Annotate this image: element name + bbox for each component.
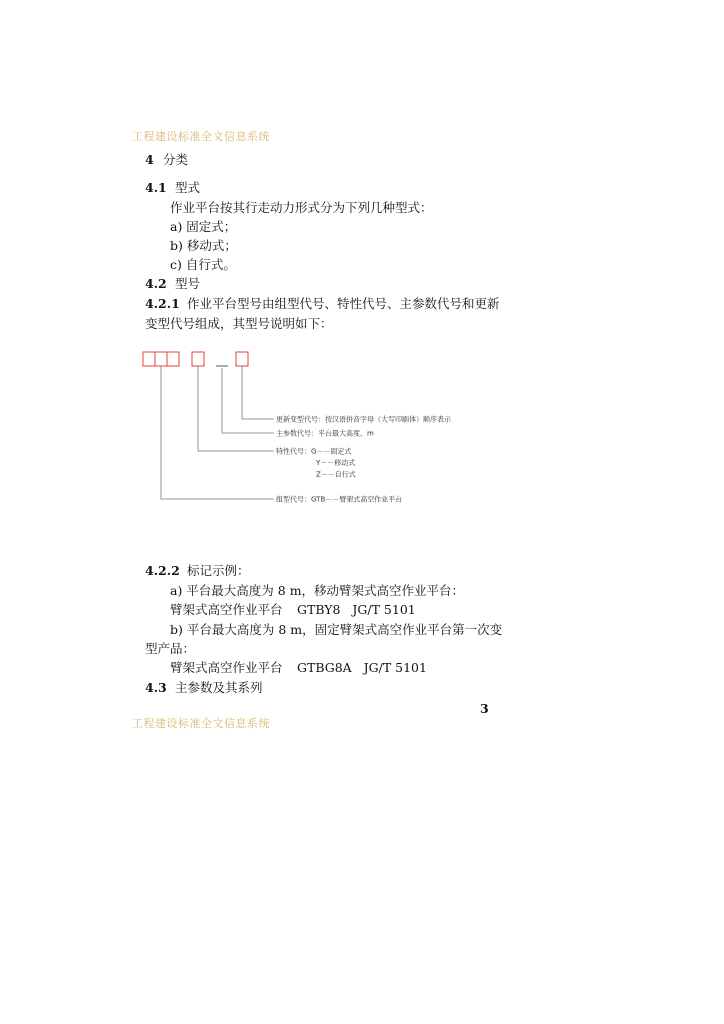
example-a: a) 平台最大高度为 8 m，移动臂架式高空作业平台： xyxy=(170,583,465,598)
revision-code-box xyxy=(236,352,248,366)
section-4-2-number: 4.2 xyxy=(145,276,167,291)
watermark-top: 工程建设标准全文信息系统 xyxy=(132,130,270,143)
example-b-mark-label: 臂架式高空作业平台 xyxy=(170,660,283,675)
section-4-3-number: 4.3 xyxy=(145,680,167,695)
group-code-box-2 xyxy=(155,352,167,366)
feature-code-z: Z－－自行式 xyxy=(316,470,356,479)
type-item-c: c) 自行式。 xyxy=(170,257,236,272)
section-4-2-1-number: 4.2.1 xyxy=(145,296,180,311)
type-item-a: a) 固定式； xyxy=(170,219,237,234)
section-4-2-2-title: 标记示例： xyxy=(187,563,250,578)
main-param-annotation: 主参数代号：平台最大高度，m xyxy=(276,429,374,438)
group-code-box-1 xyxy=(143,352,155,366)
example-a-mark-label: 臂架式高空作业平台 xyxy=(170,602,283,617)
feature-code-y: Y－－移动式 xyxy=(316,459,356,467)
section-4-number: 4 xyxy=(145,152,154,167)
section-4-title: 分类 xyxy=(163,152,189,167)
example-b-line1: b) 平台最大高度为 8 m，固定臂架式高空作业平台第一次变 xyxy=(170,622,503,637)
group-code-annotation: 组型代号：GTB－－臂架式高空作业平台 xyxy=(276,495,403,504)
feature-code-box xyxy=(192,352,204,366)
example-a-mark-code: GTBY8 JG/T 5101 xyxy=(297,602,416,617)
watermark-bottom: 工程建设标准全文信息系统 xyxy=(132,717,270,730)
example-b-line2: 型产品： xyxy=(145,641,196,656)
section-4-2-1-line2: 变型代号组成，其型号说明如下： xyxy=(145,316,333,331)
group-code-box-3 xyxy=(167,352,179,366)
type-item-b: b) 移动式； xyxy=(170,238,237,253)
section-4-2-1-line1: 作业平台型号由组型代号、特性代号、主参数代号和更新 xyxy=(187,296,500,311)
revision-code-annotation: 更新变型代号：按汉语拼音字母（大写印刷体）顺序表示 xyxy=(276,415,451,424)
page-number: 3 xyxy=(480,701,489,716)
section-4-1-number: 4.1 xyxy=(145,180,167,195)
section-4-2-2-number: 4.2.2 xyxy=(145,563,180,578)
feature-code-annotation: 特性代号：G－－固定式 xyxy=(276,447,352,456)
example-b-mark-code: GTBG8A JG/T 5101 xyxy=(297,660,427,675)
section-4-2-title: 型号 xyxy=(175,276,201,291)
section-4-3-title: 主参数及其系列 xyxy=(175,680,263,695)
section-4-1-intro: 作业平台按其行走动力形式分为下列几种型式： xyxy=(170,200,433,215)
section-4-1-title: 型式 xyxy=(175,180,201,195)
